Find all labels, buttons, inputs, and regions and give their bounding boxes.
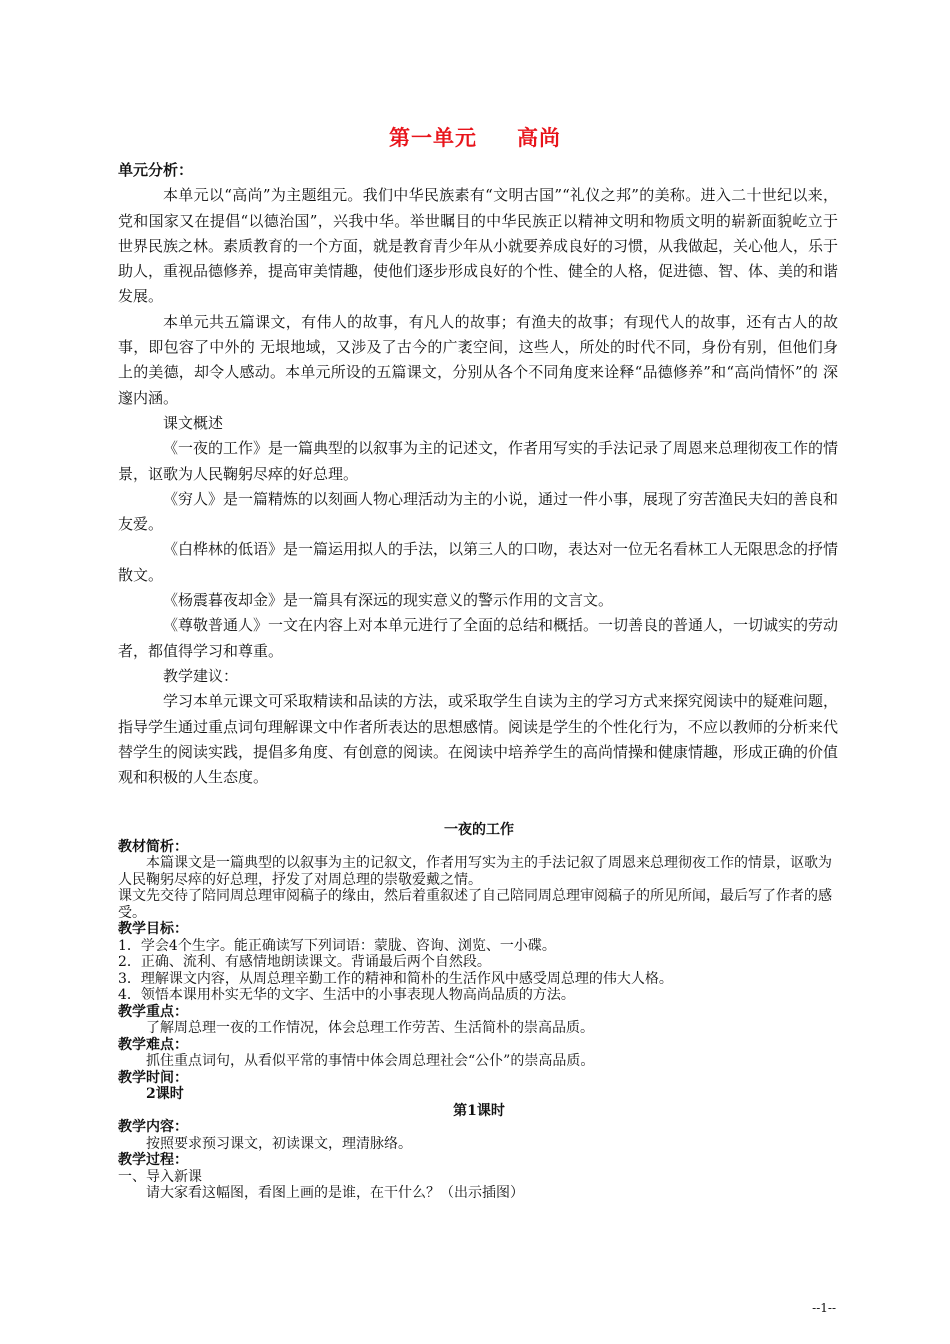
content-text: 按照要求预习课文，初读课文，理清脉络。 — [146, 1135, 412, 1152]
goal-item: 1．学会4个生字。能正确读写下列词语：蒙胧、咨询、浏览、一小碟。 — [118, 937, 556, 954]
goal-item: 4．领悟本课用朴实无华的文字、生活中的小事表现人物高尚品质的方法。 — [118, 987, 575, 1003]
overview-item: 《一夜的工作》是一篇典型的以叙事为主的记述文，作者用写实的手法记录了周恩来总理彻夜工作的情景，讴歌为人民鞠躬尽瘁的好总理。 — [118, 439, 839, 483]
overview-label: 课文概述 — [163, 413, 224, 432]
overview-item: 《穷人》是一篇精炼的以刻画人物心理活动为主的小说，通过一件小事，展现了穷苦渔民夫妇的善良和友爱。 — [118, 489, 839, 534]
unit-analysis-heading: 单元分析： — [118, 161, 194, 179]
overview-item: 《杨震暮夜却金》是一篇具有深远的现实意义的警示作用的文言文。 — [163, 591, 614, 610]
unit-analysis-section — [118, 158, 838, 790]
difficulty-text: 抓住重点词句，从看似平常的事情中体会周总理社会“公仆”的崇高品质。 — [146, 1053, 595, 1069]
content-label: 教学内容： — [118, 1119, 188, 1135]
lesson-heading: 第1课时 — [453, 1102, 505, 1119]
lesson-plan-section — [118, 822, 840, 1202]
advice-paragraph: 学习本单元课文可采取精读和品读的方法，或采取学生自读为主的学习方式来探究阅读中的疑难问题，指导学生通过重点词句理解课文中作者所表达的思想感情。阅读是学生的个性化行为，不应以教师的分析来代替学生的阅读实践，提倡多角度、有创意的阅读。在阅读中培养学生的高尚情操和健康情趣，形成正确的价值观和积极的人生态度。 — [118, 692, 839, 787]
lesson-title: 一夜的工作 — [444, 822, 514, 838]
goal-item: 2．正确、流利、有感情地朗读课文。背诵最后两个自然段。 — [118, 954, 491, 970]
paragraph-texts: 本单元共五篇课文，有伟人的故事，有凡人的故事；有渔夫的故事；有现代人的故事，还有古人的故事，即包容了中外的 无垠地域，又涉及了古今的广袤空间，这些人，所处的时代不同，身份有别，但他们身上的美德，却令人感动。本单元所设的五篇课文，分别从各个不同角度来诠释“品德修养”和“高尚情怀”的 深邃内涵。 — [118, 312, 838, 407]
unit-title-theme: 高尚 — [517, 125, 561, 150]
overview-item: 《白桦林的低语》是一篇运用拟人的手法，以第三人的口吻，表达对一位无名看林工人无限思念的抒情散文。 — [118, 540, 839, 584]
process-step-text: 请大家看这幅图，看图上画的是谁，在干什么？（出示插图） — [146, 1185, 524, 1201]
unit-title-number: 第一单元 — [389, 125, 477, 150]
time-label: 教学时间： — [118, 1069, 188, 1086]
focus-text: 了解周总理一夜的工作情况，体会总理工作劳苦、生活简朴的崇高品质。 — [146, 1020, 594, 1036]
analysis-label: 教材简析： — [118, 838, 188, 855]
advice-label: 教学建议： — [163, 666, 239, 685]
unit-title — [0, 122, 950, 152]
analysis-text: 本篇课文是一篇典型的以叙事为主的记叙文，作者用写实为主的手法记叙了周恩来总理彻夜工作的情景，讴歌为人民鞠躬尽瘁的好总理，抒发了对周总理的崇敬爱戴之情。 — [118, 855, 832, 888]
time-value: 2课时 — [146, 1086, 184, 1102]
paragraph-theme: 本单元以“高尚”为主题组元。我们中华民族素有“文明古国”“礼仪之邦”的美称。进入二十世纪以来，党和国家又在提倡“以德治国”，兴我中华。举世瞩目的中华民族正以精神文明和物质文明的崭新面貌屹立于世界民族之林。素质教育的一个方面，就是教育青少年从小就要养成良好的习惯，从我做起，关心他人，乐于助人，重视品德修养，提高审美情趣，使他们逐步形成良好的个性、健全的人格，促进德、智、体、美的和谐发展。 — [118, 186, 839, 306]
process-step: 一、导入新课 — [118, 1168, 202, 1185]
overview-item: 《尊敬普通人》一文在内容上对本单元进行了全面的总结和概括。一切善良的普通人，一切诚实的劳动者，都值得学习和尊重。 — [118, 616, 839, 660]
goal-item: 3．理解课文内容，从周总理辛勤工作的精神和简朴的生活作风中感受周总理的伟大人格。 — [118, 970, 673, 987]
page-number: --1-- — [812, 1301, 836, 1315]
difficulty-label: 教学难点： — [118, 1036, 188, 1053]
analysis-text: 课文先交待了陪同周总理审阅稿子的缘由，然后着重叙述了自己陪同周总理审阅稿子的所见所闻，最后写了作者的感受。 — [118, 888, 832, 921]
process-label: 教学过程： — [118, 1152, 188, 1168]
goals-label: 教学目标： — [118, 921, 188, 937]
focus-label: 教学重点： — [118, 1003, 188, 1020]
